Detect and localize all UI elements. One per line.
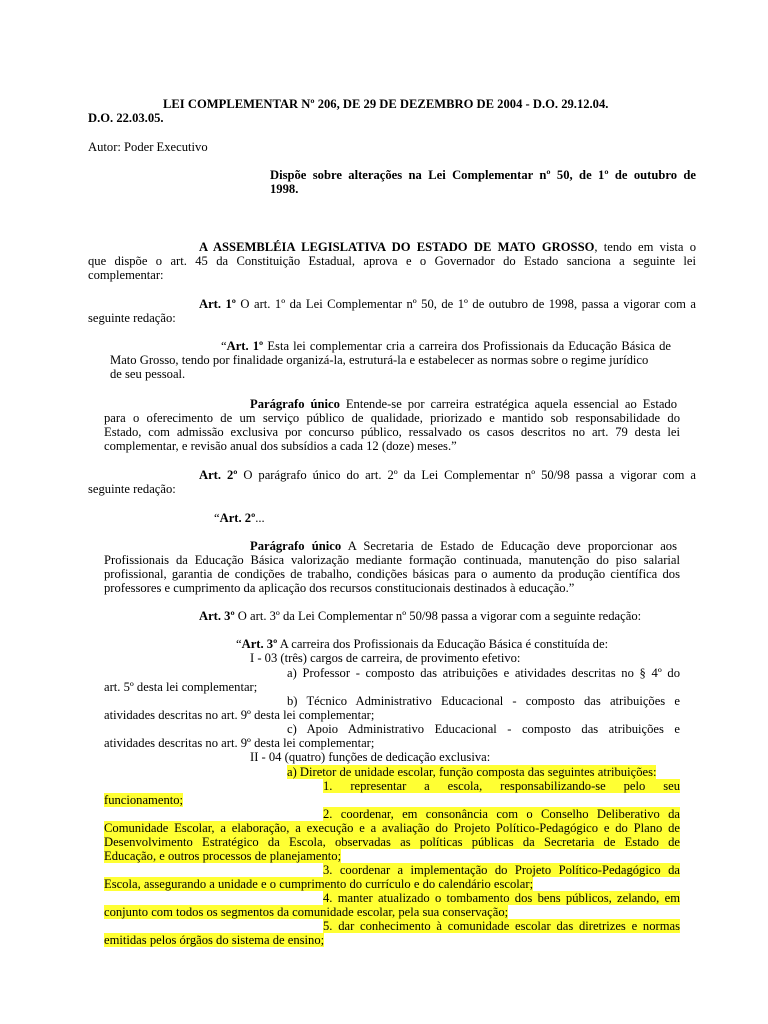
summary-line: 1998. bbox=[270, 182, 299, 196]
quoted-article-1-line: Mato Grosso, tendo por finalidade organizá-la, estruturá-la e estabelecer as normas sobre o regime jurídico bbox=[110, 353, 649, 367]
article-label: Art. 2º bbox=[199, 468, 238, 482]
highlighted-item: 2. coordenar, em consonância com o Conselho Deliberativo da bbox=[323, 807, 680, 821]
law-title-dates: D.O. 22.03.05. bbox=[88, 111, 164, 125]
list-item: c) Apoio Administrativo Educacional - composto das atribuições e bbox=[287, 722, 680, 736]
article-3-line: Art. 3º O art. 3º da Lei Complementar nº 50/98 passa a vigorar com a seguinte redação: bbox=[199, 609, 642, 623]
article-label: Art. 3º bbox=[241, 637, 278, 651]
paragraph-unico-line: para o oferecimento de um serviço público de qualidade, priorizado e mantido sob responsabilidade do bbox=[104, 411, 680, 425]
list-item: b) Técnico Administrativo Educacional - composto das atribuições e bbox=[287, 694, 680, 708]
preamble-line: que dispõe o art. 45 da Constituição Estadual, aprova e o Governador do Estado sanciona a seguinte lei bbox=[88, 254, 696, 268]
article-1-line: Art. 1º O art. 1º da Lei Complementar nº 50, de 1º de outubro de 1998, passa a vigorar com a bbox=[199, 297, 696, 311]
article-2-line: seguinte redação: bbox=[88, 482, 176, 496]
author: Autor: Poder Executivo bbox=[88, 140, 208, 154]
highlighted-item: emitidas pelos órgãos do sistema de ensino; bbox=[104, 933, 325, 947]
highlighted-item: Desenvolvimento Estratégico da Escola, observadas as políticas públicas da Secretaria de Estado de bbox=[104, 835, 680, 849]
list-item: II - 04 (quatro) funções de dedicação exclusiva: bbox=[250, 750, 491, 764]
highlighted-item: 5. dar conhecimento à comunidade escolar das diretrizes e normas bbox=[323, 919, 680, 933]
paragraph-unico-line: Parágrafo único Entende-se por carreira estratégica aquela essencial ao Estado bbox=[250, 397, 678, 411]
quoted-article-1-line: “Art. 1º Esta lei complementar cria a carreira dos Profissionais da Educação Básica de bbox=[221, 339, 671, 353]
law-title: LEI COMPLEMENTAR Nº 206, DE 29 DE DEZEMBRO DE 2004 - D.O. 29.12.04. bbox=[163, 97, 609, 111]
preamble-line: A ASSEMBLÉIA LEGISLATIVA DO ESTADO DE MATO GROSSO, tendo em vista o bbox=[199, 240, 696, 254]
highlighted-item: Comunidade Escolar, a elaboração, a execução e a avaliação do Projeto Político-Pedagógico e do Plano de bbox=[104, 821, 680, 835]
paragraph-unico-line: profissional, garantia de condições de trabalho, condições básicas para o aumento da produção científica dos bbox=[104, 567, 680, 581]
highlighted-item: Escola, assegurando a unidade e o cumprimento do currículo e do calendário escolar; bbox=[104, 877, 534, 891]
highlighted-item: 4. manter atualizado o tombamento dos bens públicos, zelando, em bbox=[323, 891, 680, 905]
list-item: art. 5º desta lei complementar; bbox=[104, 680, 258, 694]
paragraph-unico-line: complementar, e revisão anual dos subsídios a cada 12 (doze) meses.” bbox=[104, 439, 457, 453]
preamble-line: complementar: bbox=[88, 268, 164, 282]
article-label: Art. 2º bbox=[219, 511, 256, 525]
highlighted-item: a) Diretor de unidade escolar, função composta das seguintes atribuições: bbox=[287, 765, 657, 779]
list-item: I - 03 (três) cargos de carreira, de provimento efetivo: bbox=[250, 651, 521, 665]
paragraph-unico-line: Profissionais da Educação Básica valorização mediante formação continuada, manutenção do piso salarial bbox=[104, 553, 680, 567]
paragraph-unico-line: professores e cumprimento da aplicação dos recursos constitucionais destinados à educação.” bbox=[104, 581, 575, 595]
paragraph-unico-line: Parágrafo único A Secretaria de Estado de Educação deve proporcionar aos bbox=[250, 539, 677, 553]
list-item: a) Professor - composto das atribuições e atividades descritas no § 4º do bbox=[287, 666, 680, 680]
paragraph-label: Parágrafo único bbox=[250, 539, 342, 553]
article-label: Art. 1º bbox=[226, 339, 264, 353]
article-label: Art. 3º bbox=[199, 609, 235, 623]
highlighted-item: Educação, e outros processos de planejamento; bbox=[104, 849, 342, 863]
paragraph-unico-line: Estado, com admissão exclusiva por concurso público, ressalvado os casos descritos no art. 79 desta lei bbox=[104, 425, 680, 439]
paragraph-label: Parágrafo único bbox=[250, 397, 340, 411]
highlighted-item: 1. representar a escola, responsabilizando-se pelo seu bbox=[323, 779, 680, 793]
quoted-article-1-line: de seu pessoal. bbox=[110, 367, 186, 381]
highlighted-item: 3. coordenar a implementação do Projeto Político-Pedagógico da bbox=[323, 863, 680, 877]
article-1-line: seguinte redação: bbox=[88, 311, 176, 325]
list-item: atividades descritas no art. 9º desta lei complementar; bbox=[104, 736, 375, 750]
highlighted-item: conjunto com todos os segmentos da comunidade escolar, pela sua conservação; bbox=[104, 905, 509, 919]
article-2-line: Art. 2º O parágrafo único do art. 2º da Lei Complementar nº 50/98 passa a vigorar com a bbox=[199, 468, 696, 482]
list-item: atividades descritas no art. 9º desta lei complementar; bbox=[104, 708, 375, 722]
quoted-article-3-line: “Art. 3º A carreira dos Profissionais da Educação Básica é constituída de: bbox=[236, 637, 609, 651]
highlighted-item: funcionamento; bbox=[104, 793, 184, 807]
summary-line: Dispõe sobre alterações na Lei Complementar nº 50, de 1º de outubro de bbox=[270, 168, 696, 182]
assembly-name: A ASSEMBLÉIA LEGISLATIVA DO ESTADO DE MATO GROSSO bbox=[199, 240, 595, 254]
article-label: Art. 1º bbox=[199, 297, 236, 311]
quoted-article-2-line: “Art. 2º... bbox=[214, 511, 265, 525]
